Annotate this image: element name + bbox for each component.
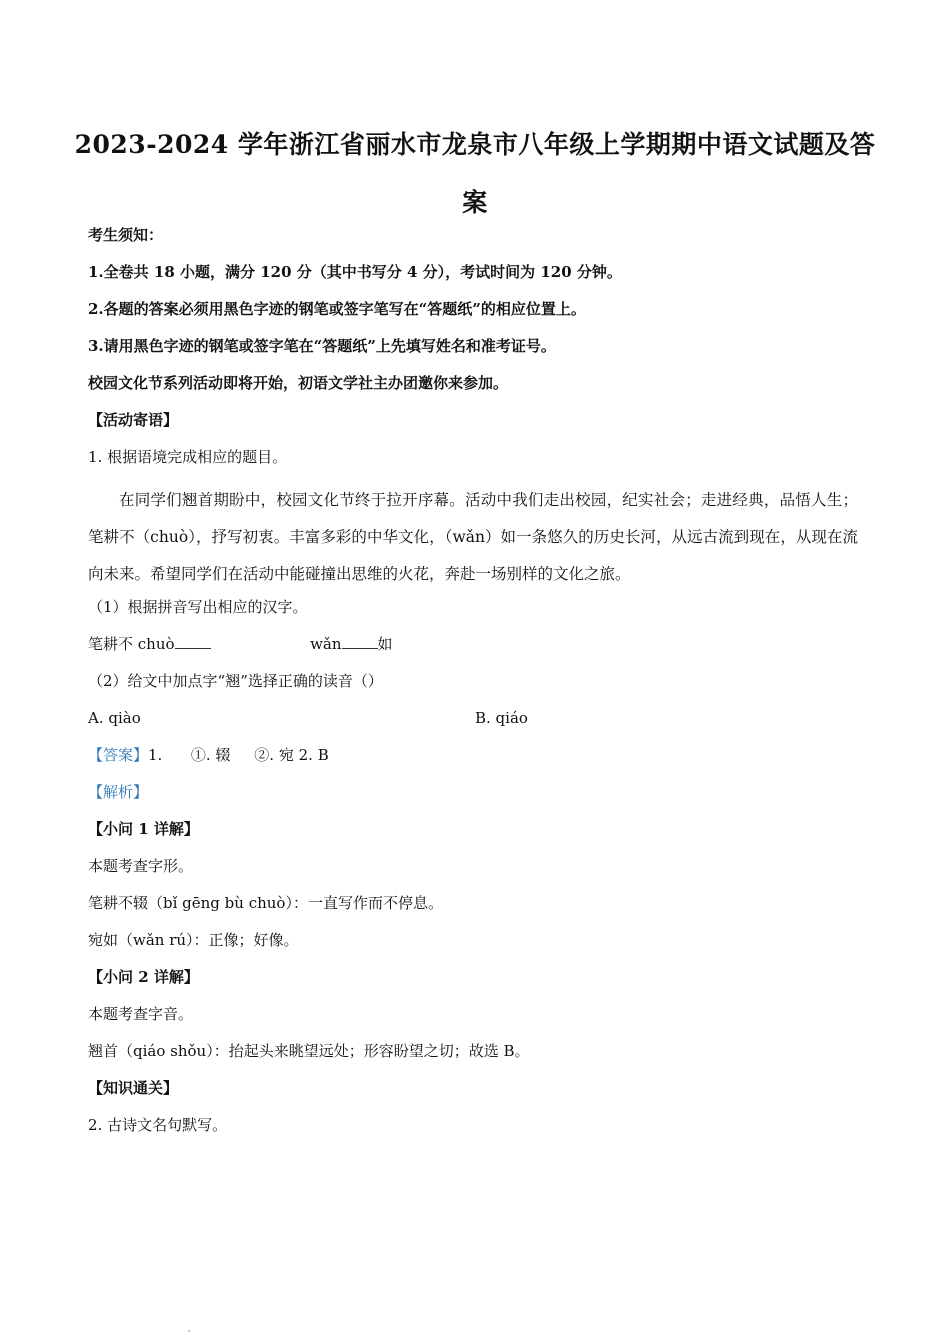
analysis-label: 【解析】: [88, 783, 149, 801]
fill-in-row: [88, 634, 860, 654]
detail-2-line-1: 本题考查字音。: [88, 1005, 194, 1023]
detail-1-line-1: 本题考查字形。: [88, 857, 194, 875]
detail-2-line-2: 翘首（qiáo shǒu）：抬起头来眺望远处；形容盼望之切；故选 B。: [88, 1042, 530, 1060]
option-a: A. qiào: [88, 709, 141, 727]
sub-question-1: （1）根据拼音写出相应的汉字。: [88, 598, 308, 616]
detail-2-heading: 【小问 2 详解】: [88, 968, 199, 986]
question-1-prompt: 1. 根据语境完成相应的题目。: [88, 448, 288, 466]
title-line-1: 2023-2024 学年浙江省丽水市龙泉市八年级上学期期中语文试题及答: [74, 130, 876, 159]
answer-row: [88, 745, 860, 765]
title-line-2: 案: [462, 188, 488, 217]
detail-1-line-2: 笔耕不辍（bǐ gēng bù chuò）：一直写作而不停息。: [88, 894, 443, 912]
fill-blank-b-label: wǎn: [310, 635, 342, 653]
sub-question-2: （2）给文中加点字“翘”选择正确的读音（）: [88, 672, 383, 690]
reading-passage: 在同学们翘首期盼中，校园文化节终于拉开序幕。活动中我们走出校园，纪实社会；走进经典，品悟人生；笔耕不（chuò），抒写初衷。丰富多彩的中华文化，（wǎn）如一条悠久的历史长河，从远古流到现在，从现在流向未来。希望同学们在活动中能碰撞出思维的火花，奔赴一场别样的文化之旅。: [88, 491, 858, 583]
fill-blank-b-suffix: 如: [377, 635, 393, 653]
fill-blank-a-label: 笔耕不 chuò: [88, 635, 175, 653]
page-title: [60, 116, 890, 232]
notice-heading: 考生须知：: [88, 226, 164, 244]
question-2-prompt: 2. 古诗文名句默写。: [88, 1116, 228, 1134]
answer-text: 1. ①. 辍 ②. 宛 2. B: [148, 746, 329, 764]
section-heading-knowledge: 【知识通关】: [88, 1079, 179, 1097]
option-b: B. qiáo: [475, 709, 528, 727]
notice-item-1: 1.全卷共 18 小题，满分 120 分（其中书写分 4 分），考试时间为 120 分钟。: [88, 263, 622, 281]
options-row: [88, 708, 860, 728]
detail-1-line-3: 宛如（wǎn rú）：正像；好像。: [88, 931, 299, 949]
detail-1-heading: 【小问 1 详解】: [88, 820, 199, 838]
page-mark: [188, 1330, 190, 1332]
fill-blank-a: [175, 634, 211, 649]
notice-intro: 校园文化节系列活动即将开始，初语文学社主办团邀你来参加。: [88, 374, 509, 392]
fill-blank-b: [342, 634, 378, 649]
answer-label: 【答案】: [88, 746, 149, 764]
notice-item-3: 3.请用黑色字迹的钢笔或签字笔在“答题纸”上先填写姓名和准考证号。: [88, 337, 556, 355]
section-heading-activity: 【活动寄语】: [88, 411, 179, 429]
notice-item-2: 2.各题的答案必须用黑色字迹的钢笔或签字笔写在“答题纸”的相应位置上。: [88, 300, 586, 318]
